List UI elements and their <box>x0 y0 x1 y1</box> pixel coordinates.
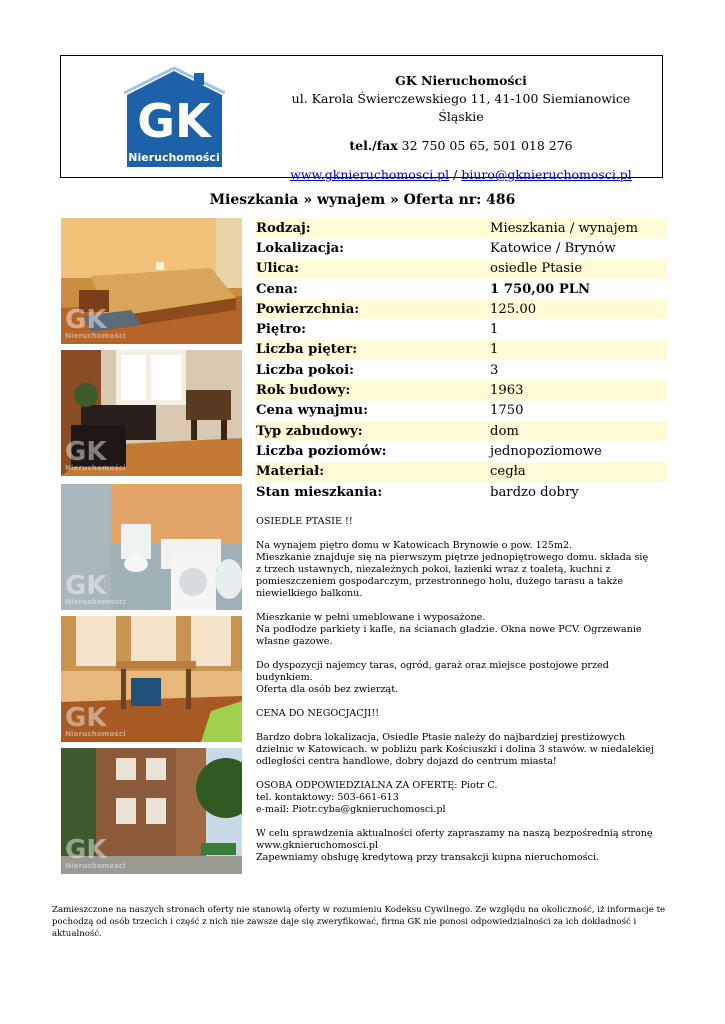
agency-header <box>60 55 663 182</box>
property-value: 1963 <box>490 383 524 399</box>
description-paragraph: OSIEDLE PTASIE !! <box>256 516 353 527</box>
property-label: Powierzchnia: <box>256 301 360 317</box>
website-link[interactable]: www.gknieruchomosci.pl <box>290 167 450 182</box>
logo-letters: GK <box>137 94 211 148</box>
agency-phone <box>276 137 646 155</box>
property-label: Ulica: <box>256 261 299 277</box>
property-label: Lokalizacja: <box>256 240 345 256</box>
property-value: 1 <box>490 322 499 338</box>
property-value: cegła <box>490 464 526 480</box>
property-label: Stan mieszkania: <box>256 484 383 500</box>
property-label: Liczba pięter: <box>256 342 358 358</box>
property-label: Piętro: <box>256 322 307 338</box>
table-row <box>255 462 667 482</box>
property-details-table <box>255 218 667 502</box>
photo-living-room <box>61 350 242 476</box>
property-value: 1 <box>490 342 499 358</box>
link-separator: / <box>453 167 458 182</box>
property-label: Cena: <box>256 281 298 297</box>
agency-links <box>276 166 646 184</box>
photo-watermark: GK Nieruchomości <box>65 835 126 870</box>
table-row <box>255 482 667 502</box>
photo-bedroom <box>61 218 242 344</box>
photo-watermark: GK Nieruchomości <box>65 437 126 472</box>
legal-disclaimer: Zamieszczone na naszych stronach oferty nie stanowią oferty w rozumieniu Kodeksu Cywilnego. Ze względu na okoliczność, iż informacje te pochodzą od osób trzecich i część z nich nie zawsze daje się zweryfikować, firma GK nie ponosi odpowiedzialności za ich dokładność i aktualność. <box>52 905 666 939</box>
table-row <box>255 218 667 238</box>
property-label: Typ zabudowy: <box>256 423 363 439</box>
table-row <box>255 360 667 380</box>
table-row <box>255 238 667 258</box>
property-label: Liczba pokoi: <box>256 362 354 378</box>
property-label: Rodzaj: <box>256 220 311 236</box>
contact-paragraph: OSOBA ODPOWIEDZIALNA ZA OFERTĘ: Piotr C. tel. kontaktowy: 503-661-613 e-mail: Piotr.cyba@gknieruchomosci.pl <box>256 780 498 815</box>
photo-watermark: GK Nieruchomości <box>65 703 126 738</box>
property-value: bardzo dobry <box>490 484 579 500</box>
property-value: jednopoziomowe <box>490 443 602 459</box>
property-value: Mieszkania / wynajem <box>490 220 638 236</box>
property-label: Cena wynajmu: <box>256 403 368 419</box>
photo-watermark: GK Nieruchomości <box>65 571 126 606</box>
description-paragraph: Do dyspozycji najemcy taras, ogród, garaż oraz miejsce postojowe przed budynkiem. Oferta dla osób bez zwierząt. <box>256 660 609 695</box>
table-row <box>255 340 667 360</box>
property-value: dom <box>490 423 519 439</box>
description-paragraph: Na wynajem piętro domu w Katowicach Brynowie o pow. 125m2. Mieszkanie znajduje się na pierwszym piętrze jednopiętrowego domu. składa się z trzech ustawnych, niezależnych pokoi, łazienki wraz z toaletą, kuchni z pomieszczeniem gospodarczym, przestronnego holu, dużego tarasu a także niewielkiego balkonu. <box>256 540 649 599</box>
photo-room-desk <box>61 616 242 742</box>
offer-description <box>256 516 656 876</box>
phone-numbers: 32 750 05 65, 501 018 276 <box>401 138 573 153</box>
property-label: Rok budowy: <box>256 383 351 399</box>
property-label: Materiał: <box>256 464 325 480</box>
table-row <box>255 441 667 461</box>
agency-name: GK Nieruchomości <box>395 73 527 88</box>
email-link[interactable]: biuro@gknieruchomosci.pl <box>461 167 632 182</box>
table-row <box>255 401 667 421</box>
agency-address: ul. Karola Świerczewskiego 11, 41-100 Siemianowice Śląskie <box>291 91 631 124</box>
agency-logo <box>124 67 225 168</box>
table-row <box>255 299 667 319</box>
table-row <box>255 279 667 299</box>
property-value: 125.00 <box>490 301 537 317</box>
table-row <box>255 319 667 339</box>
logo-subtext: Nieruchomości <box>128 151 220 164</box>
description-paragraph: CENA DO NEGOCJACJI!! <box>256 708 380 719</box>
property-value: 1750 <box>490 403 524 419</box>
photo-bathroom <box>61 484 242 610</box>
property-value: osiedle Ptasie <box>490 261 583 277</box>
offer-title: Mieszkania » wynajem » Oferta nr: 486 <box>209 192 516 208</box>
photo-watermark: GK Nieruchomości <box>65 305 126 340</box>
agency-contact <box>276 72 646 184</box>
description-paragraph: W celu sprawdzenia aktualności oferty zapraszamy na naszą bezpośrednią stronę www.gknieruchomosci.pl Zapewniamy obsługę kredytową przy transakcji kupna nieruchomości. <box>256 828 653 863</box>
phone-label: tel./fax <box>349 138 398 153</box>
table-row <box>255 421 667 441</box>
table-row <box>255 380 667 400</box>
description-paragraph: Mieszkanie w pełni umeblowane i wyposażone. Na podłodze parkiety i kafle, na ścianach gładzie. Okna nowe PCV. Ogrzewanie własne gazowe. <box>256 612 642 647</box>
price-value: 1 750,00 PLN <box>490 281 591 297</box>
description-paragraph: Bardzo dobra lokalizacja, Osiedle Ptasie należy do najbardziej prestiżowych dzielnic w Katowicach. w pobliżu park Kościuszki i dolina 3 stawów. w niedalekiej odległości centra handlowe, dobry dojazd do centrum miasta! <box>256 732 654 767</box>
photo-building-exterior <box>61 748 242 874</box>
property-value: 3 <box>490 362 499 378</box>
property-value: Katowice / Brynów <box>490 240 616 256</box>
table-row <box>255 259 667 279</box>
property-label: Liczba poziomów: <box>256 443 387 459</box>
